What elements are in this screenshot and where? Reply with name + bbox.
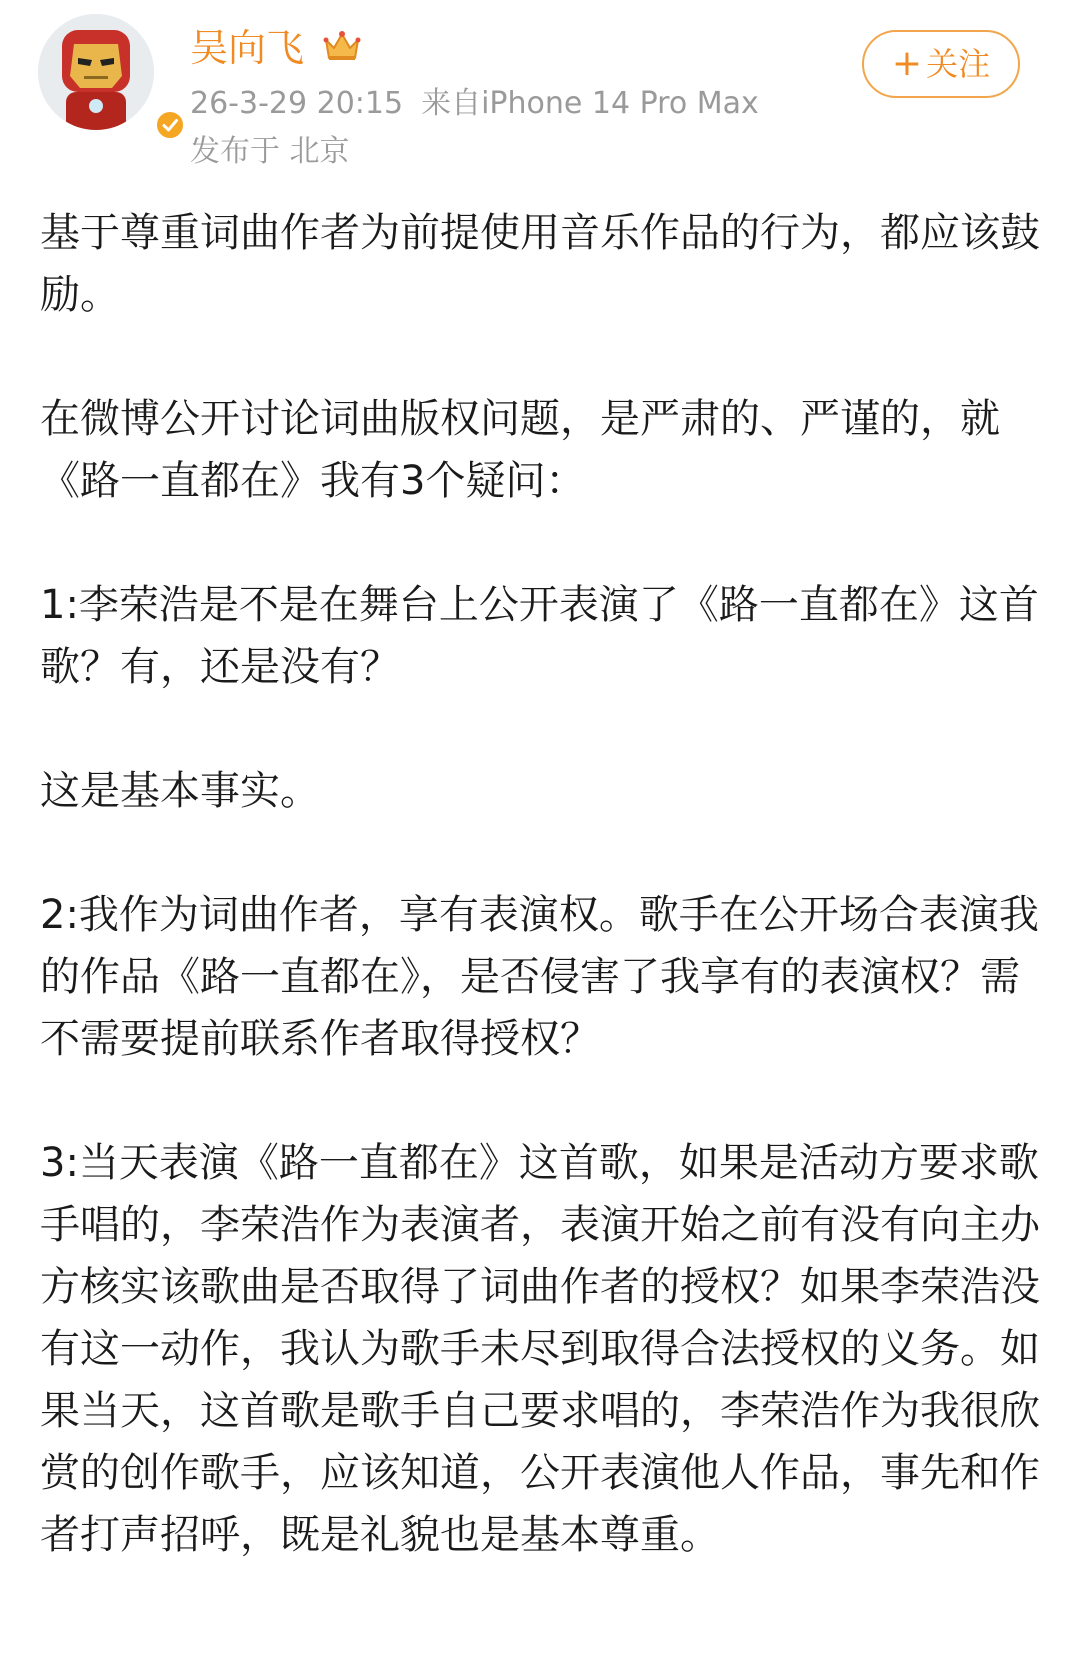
avatar[interactable] xyxy=(38,14,154,130)
post-paragraph: 3:当天表演《路一直都在》这首歌，如果是活动方要求歌手唱的，李荣浩作为表演者，表演开始之前有没有向主办方核实该歌曲是否取得了词曲作者的授权？如果李荣浩没有这一动作，我认为歌手未尽到取得合法授权的义务。如果当天，这首歌是歌手自己要求唱的，李荣浩作为我很欣赏的创作歌手，应该知道，公开表演他人作品，事先和作者打声招呼，既是礼貌也是基本尊重。 xyxy=(40,1140,1040,1558)
post-paragraph: 基于尊重词曲作者为前提使用音乐作品的行为，都应该鼓励。 xyxy=(40,210,1040,318)
post-paragraph: 在微博公开讨论词曲版权问题，是严肃的、严谨的，就《路一直都在》我有3个疑问： xyxy=(40,396,1000,504)
crown-icon xyxy=(322,28,362,64)
post-timestamp: 26-3-29 20:15 xyxy=(190,86,404,121)
post-meta xyxy=(190,86,759,122)
follow-button-label: 关注 xyxy=(926,45,991,83)
post-paragraph: 2:我作为词曲作者，享有表演权。歌手在公开场合表演我的作品《路一直都在》，是否侵害了我享有的表演权？需不需要提前联系作者取得授权？ xyxy=(40,892,1039,1062)
post-source: 来自iPhone 14 Pro Max xyxy=(421,86,759,121)
follow-button[interactable] xyxy=(862,30,1020,98)
post-paragraph: 这是基本事实。 xyxy=(40,768,320,814)
plus-icon: + xyxy=(891,43,923,84)
post-location: 发布于 北京 xyxy=(190,134,350,169)
verified-badge-icon xyxy=(154,109,186,141)
post-header xyxy=(0,0,1080,190)
post-paragraph: 1:李荣浩是不是在舞台上公开表演了《路一直都在》这首歌？有，还是没有？ xyxy=(40,582,1039,690)
iron-man-avatar-icon xyxy=(38,14,154,130)
username[interactable]: 吴向飞 xyxy=(190,26,305,70)
post-body xyxy=(40,202,1050,1566)
